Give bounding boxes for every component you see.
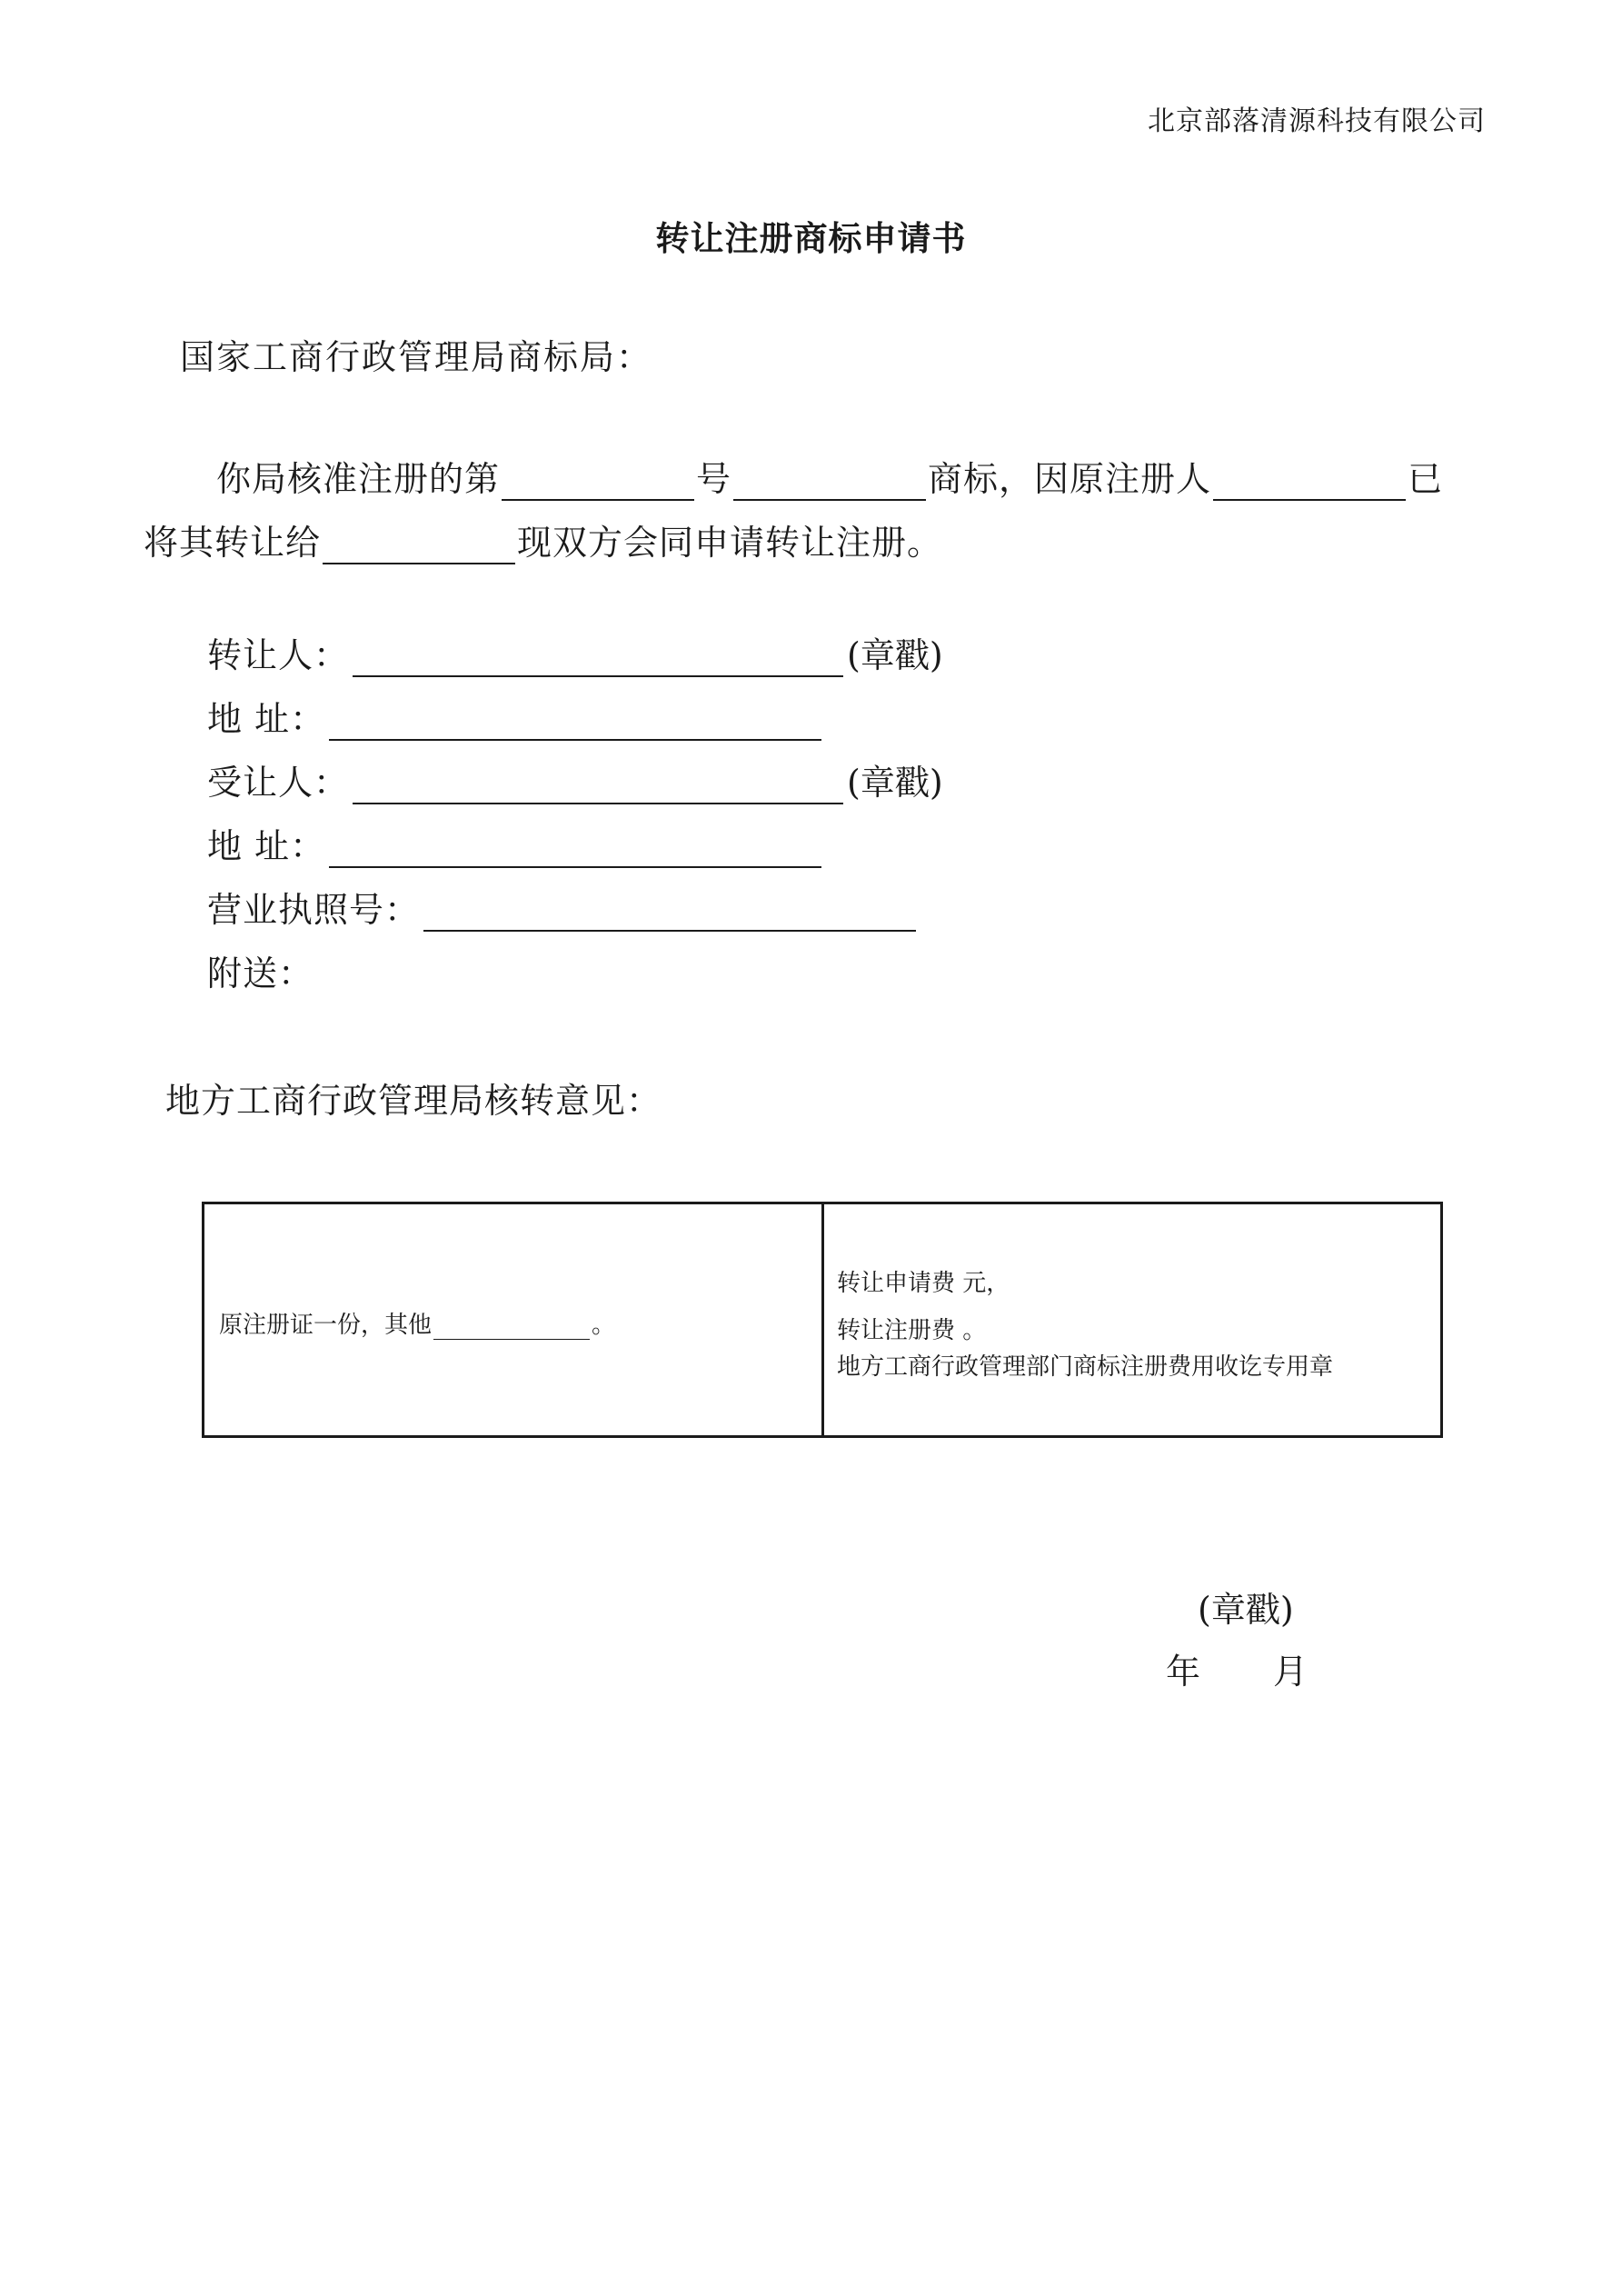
other-attachment-blank[interactable] (433, 1315, 590, 1340)
transferee-input[interactable] (353, 768, 843, 804)
body-text-2: 号 (696, 459, 732, 499)
attachment-note-text: 原注册证一份，其他 (219, 1312, 433, 1339)
fee-seal-text: 地方工商行政管理部门商标注册费用收讫专用章 (837, 1353, 1334, 1381)
fee-table-left-cell (204, 1204, 824, 1435)
body-text-6: 现双方会同申请转让注册。 (517, 523, 943, 563)
address-input-2[interactable] (329, 832, 821, 868)
registration-fee-text: 转让注册费 。 (837, 1317, 987, 1344)
license-input[interactable] (423, 895, 916, 932)
body-text-1: 你局核准注册的第 (216, 459, 501, 499)
fee-table-right-cell (824, 1204, 1440, 1435)
date-year: 年 (1166, 1652, 1201, 1692)
addressee: 国家工商行政管理局商标局： (180, 337, 653, 377)
transferee-name-blank[interactable] (323, 528, 515, 564)
license-row (207, 882, 916, 932)
body-text-5: 将其转让给 (144, 523, 322, 563)
seal-note: (章戳) (1198, 1590, 1294, 1630)
original-registrant-blank[interactable] (1213, 464, 1406, 501)
company-name: 北京部落清源科技有限公司 (1148, 105, 1486, 137)
attachment-note-end: 。 (592, 1312, 616, 1339)
transferor-row (207, 627, 943, 677)
address-label-1: 地 址： (207, 699, 326, 739)
transferor-seal-note: (章戳) (847, 635, 943, 675)
registration-number-blank[interactable] (502, 464, 694, 501)
attachment-row (207, 945, 313, 995)
transferor-label: 转让人： (207, 635, 350, 675)
application-fee-text: 转让申请费 元， (837, 1270, 1010, 1297)
date-line (1166, 1643, 1308, 1693)
body-line-1 (216, 451, 1443, 501)
transferee-row (207, 754, 943, 804)
license-label: 营业执照号： (207, 890, 421, 930)
transferee-seal-note: (章戳) (847, 763, 943, 803)
date-month: 月 (1273, 1652, 1309, 1692)
address-row-1 (207, 691, 821, 741)
address-input-1[interactable] (329, 704, 821, 741)
attachment-note (219, 1306, 615, 1340)
body-text-4: 已 (1408, 459, 1444, 499)
body-line-2 (144, 514, 942, 564)
transferee-label: 受让人： (207, 763, 350, 803)
opinion-label: 地方工商行政管理局核转意见： (165, 1081, 662, 1121)
document-title: 转让注册商标申请书 (655, 219, 967, 258)
attachment-label: 附送： (207, 953, 314, 993)
address-label-2: 地 址： (207, 826, 326, 866)
transferor-input[interactable] (353, 641, 843, 677)
fee-table (202, 1202, 1443, 1438)
body-text-3: 商标，因原注册人 (928, 459, 1212, 499)
trademark-name-blank[interactable] (733, 464, 926, 501)
address-row-2 (207, 818, 821, 868)
